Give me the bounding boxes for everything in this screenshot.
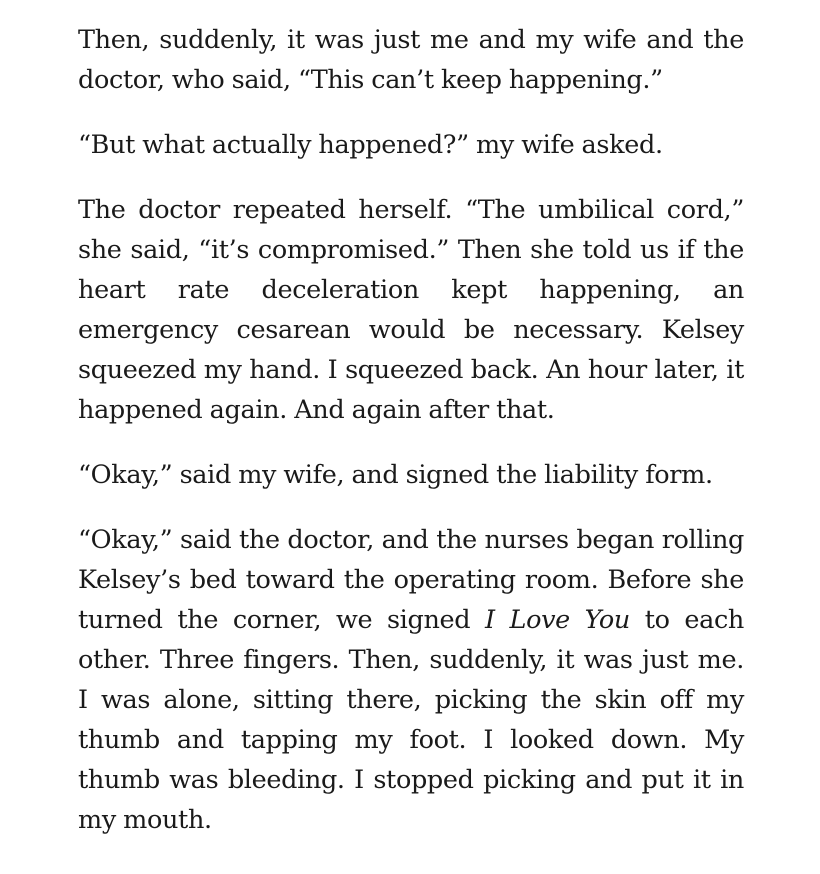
paragraph-1: Then, suddenly, it was just me and my wife and the doctor, who said, “This can’t keep happening.”: [78, 25, 744, 95]
paragraph-5-after: to each other. Three fingers. Then, suddenly, it was just me. I was alone, sitting there, picking the skin off my thumb and tapping my foot. I looked down. My thumb was bleeding. I stopped picking and put it in my mouth.: [78, 605, 744, 835]
paragraph-2: “But what actually happened?” my wife asked.: [78, 130, 663, 160]
paragraph-3: The doctor repeated herself. “The umbilical cord,” she said, “it’s compromised.” Then she told us if the heart rate deceleration kept happening, an emergency cesarean would be necessary. Kelsey squeezed my hand. I squeezed back. An hour later, it happened again. And again after that.: [78, 195, 744, 425]
paragraph-5: [78, 520, 744, 840]
paragraph-5-italic-phrase: I Love You: [485, 605, 630, 635]
paragraph-4: “Okay,” said my wife, and signed the liability form.: [78, 460, 713, 490]
paragraph-5-before: “Okay,” said the doctor, and the nurses began rolling Kelsey’s bed toward the operating room. Before she turned the corner, we signed: [78, 525, 744, 635]
